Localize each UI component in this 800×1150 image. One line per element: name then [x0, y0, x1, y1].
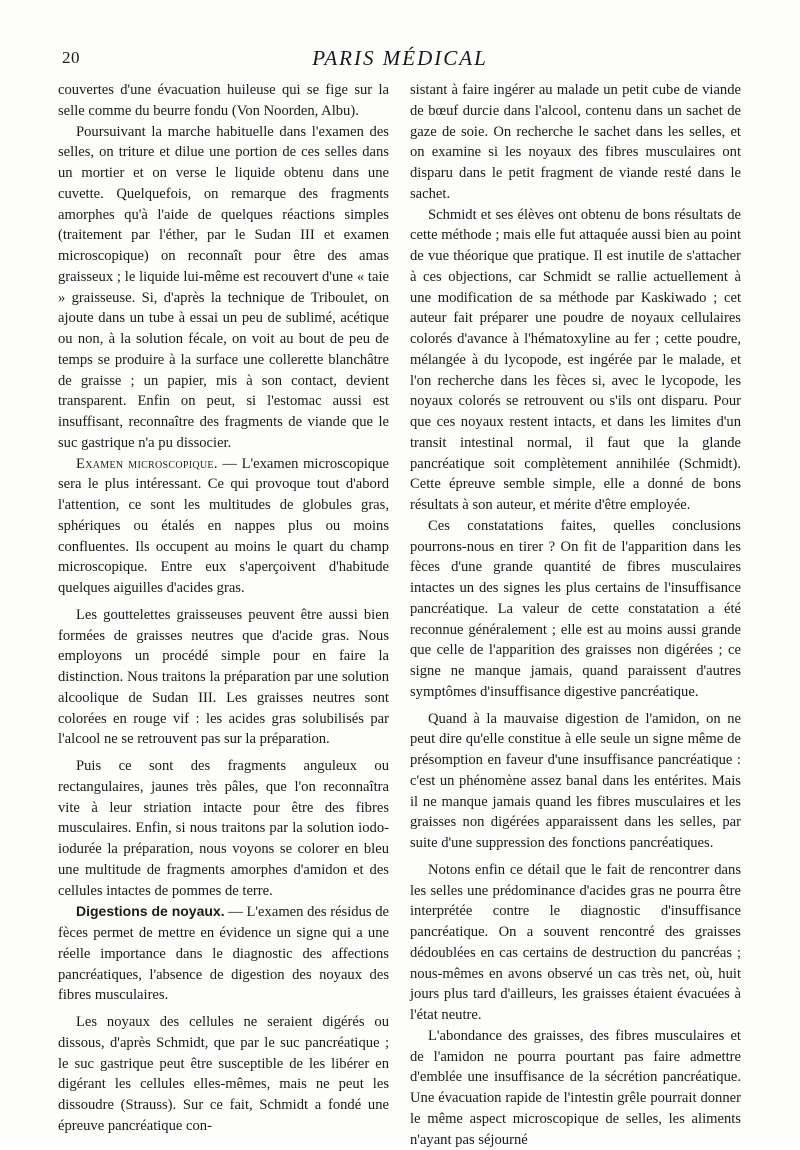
- paragraph-text: — L'examen microscopique sera le plus intéressant. Ce qui provoque tout d'abord l'attention, ce sont les multitudes de globules gras, sphériques ou étalés en nappes plus ou moins confluentes. Ils occupent au moins le quart du champ microscopique. Entre eux s'aperçoivent d'habitude quelques aiguilles d'acides gras.: [58, 455, 389, 596]
- right-column: [410, 80, 741, 1150]
- section-heading-digestions: Digestions de noyaux.: [76, 903, 225, 920]
- paragraph: couvertes d'une évacuation huileuse qui se fige sur la selle comme du beurre fondu (Von Noorden, Albu).: [58, 82, 389, 119]
- paragraph: Puis ce sont des fragments anguleux ou rectangulaires, jaunes très pâles, que l'on reconnaîtra vite à leur striation intacte pour être des fibres musculaires. Enfin, si nous traitons par la solution iodo-iodurée la préparation, nous voyons se colorer en bleu une multitude de fragments amorphes d'amidon et des cellules intactes de pommes de terre.: [58, 758, 389, 899]
- paragraph-text: — L'examen des résidus de fèces permet de mettre en évidence un signe qui a une réelle importance dans le diagnostic des affections pancréatiques, l'absence de digestion des noyaux des fibres musculaires.: [58, 904, 389, 1004]
- paragraph: Les noyaux des cellules ne seraient digérés ou dissous, d'après Schmidt, que par le suc pancréatique ; le suc gastrique peut être susceptible de les libérer en digérant les cellules elles-mêmes, mais ne peut les dissoudre (Strauss). Sur ce fait, Schmidt a fondé une épreuve pancréatique con-: [58, 1014, 389, 1134]
- section-heading-examen: Examen microscopique.: [76, 455, 218, 472]
- running-head: [62, 46, 738, 72]
- paragraph-digestions: [58, 901, 389, 1006]
- paragraph: Quand à la mauvaise digestion de l'amidon, on ne peut dire qu'elle constitue à elle seule un signe même de présomption en faveur d'une insuffisance pancréatique : c'est un phénomène assez banal dans les entérites. Mais il ne manque jamais quand les fibres musculaires et les graisses non digérées apparaissent dans les selles, par suite d'une suppression des fonctions pancréatiques.: [410, 710, 741, 851]
- paragraph: L'abondance des graisses, des fibres musculaires et de l'amidon ne pourra pourtant pas faire admettre d'emblée une insuffisance de la sécrétion pancréatique. Une évacuation rapide de l'intestin grêle pourrait donner le même aspect microscopique de selles, les aliments n'ayant pas séjourné: [410, 1027, 741, 1148]
- paragraph: Schmidt et ses élèves ont obtenu de bons résultats de cette méthode ; mais elle fut attaquée aussi bien au point de vue théorique que pratique. Il est inutile de s'attacher à ces objections, car Schmidt se rallie actuellement à une modification de sa méthode par Kaskiwado ; cet auteur fait préparer une poudre de noyaux cellulaires colorés d'avance à l'hématoxyline au fer ; cette poudre, mélangée à du lycopode, est ingérée par le malade, et l'on recherche dans les fèces si, avec le lycopode, les noyaux colorés se retrouvent ou s'ils ont disparu. Pour que ces noyaux restent intacts, et dans les limites d'un transit intestinal normal, il faut que la glande pancréatique soit complètement annihilée (Schmidt). Cette épreuve semble simple, elle a donné de bons résultats à son auteur, et mérite d'être employée.: [410, 206, 741, 513]
- paragraph: sistant à faire ingérer au malade un petit cube de viande de bœuf durcie dans l'alcool, contenu dans un sachet de gaze de soie. On recherche le sachet dans les selles, et on examine si les noyaux des fibres musculaires ont disparu dans le petit fragment de viande resté dans le sachet.: [410, 82, 741, 202]
- page-number: 20: [62, 48, 80, 67]
- paragraph: Poursuivant la marche habituelle dans l'examen des selles, on triture et dilue une portion de ces selles dans un mortier et on verse le liquide obtenu dans une cuvette. Quelquefois, on remarque des fragments amorphes qu'à l'aide de quelques réactions simples (traitement par l'éther, par le Sudan III et examen microscopique) on reconnaît pour être des amas graisseux ; le liquide lui-même est recouvert d'une « taie » graisseuse. Si, d'après la technique de Triboulet, on ajoute dans un tube à essai un peu de sublimé, acétique ou non, à la solution fécale, on voit au bout de peu de temps se produire à la surface une collerette blanchâtre de graisse ; un papier, mis à son contact, devient transparent. Enfin on peut, si l'estomac aussi est insuffisant, reconnaître des fragments de viande que le suc gastrique n'a pu dissocier.: [58, 123, 389, 451]
- paragraph: Les gouttelettes graisseuses peuvent être aussi bien formées de graisses neutres que d'acide gras. Nous employons un procédé simple pour en faire la distinction. Nous traitons la préparation par une solution alcoolique de Sudan III. Les graisses neutres sont colorées en rouge vif : les acides gras solubilisés par l'alcool ne se retrouvent pas sur la préparation.: [58, 606, 389, 748]
- journal-title: PARIS MÉDICAL: [312, 46, 488, 70]
- paragraph: Ces constatations faites, quelles conclusions pourrons-nous en tirer ? On fit de l'apparition dans les fèces d'une grande quantité de fibres musculaires intactes un des signes les plus certains de l'insuffisance pancréatique. La valeur de cette constatation a été reconnue généralement ; elle est au moins aussi grande que celle de l'apparition des graisses non digérées ; ce signe ne manque jamais, quand paraissent d'autres symptômes d'insuffisance digestive pancréatique.: [410, 517, 741, 700]
- paragraph: Notons enfin ce détail que le fait de rencontrer dans les selles une prédominance d'acides gras ne pourra être interprétée contre le diagnostic d'insuffisance pancréatique. On a souvent rencontré des graisses dédoublées en cas certains de destruction du pancréas ; nous-mêmes en avons observé un cas très net, où, huit jours plus tard d'ailleurs, les graisses étaient évacuées à l'état neutre.: [410, 861, 741, 1023]
- left-column: [58, 80, 389, 1137]
- paragraph-examen-microscopique: [58, 454, 389, 599]
